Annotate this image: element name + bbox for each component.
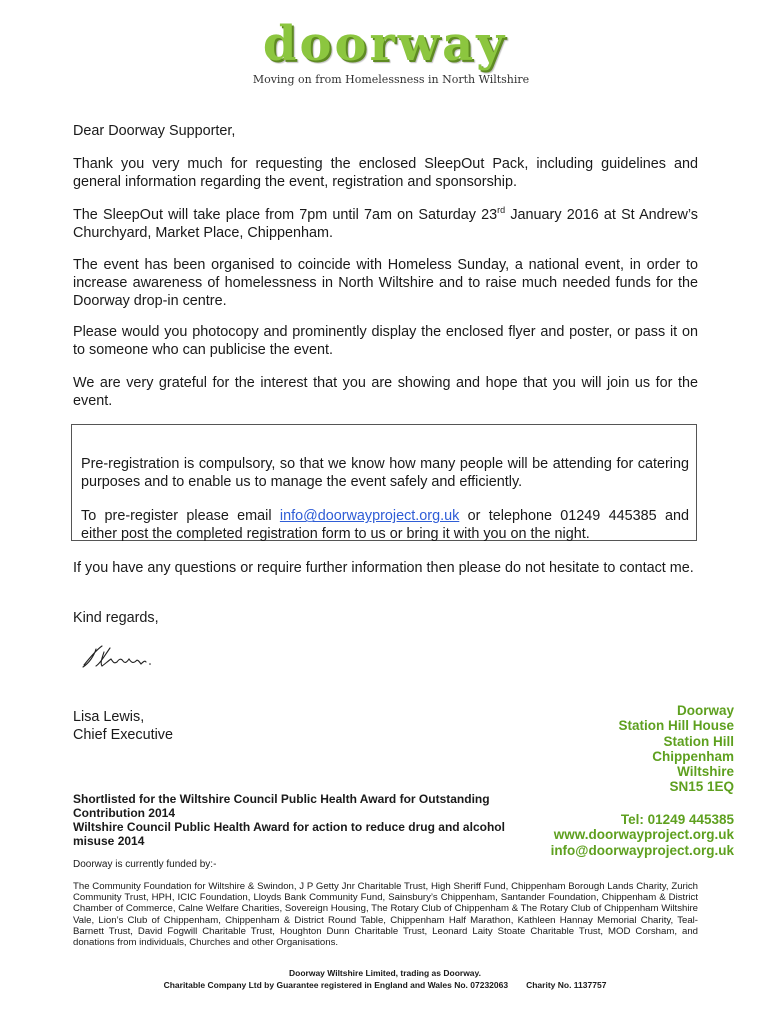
footer-registration — [0, 979, 770, 991]
funding-label: Doorway is currently funded by:- — [73, 859, 217, 870]
logo-tagline: Moving on from Homelessness in North Wiltshire — [252, 73, 530, 86]
registration-text-end: or telephone 01249 445385 and either post the completed registration form to us or bring it with you on the night. — [81, 508, 689, 543]
signer-title: Chief Executive — [73, 727, 173, 743]
salutation: Dear Doorway Supporter, — [73, 123, 236, 139]
registration-text-start: To pre-register please email — [81, 508, 280, 525]
contact-details — [551, 812, 734, 858]
signer-block — [73, 708, 698, 744]
footer-trading-name: Doorway Wiltshire Limited, trading as Doorway. — [289, 968, 481, 978]
paragraph-questions: If you have any questions or require further information then please do not hesitate to contact me. — [73, 560, 694, 576]
signature — [80, 640, 180, 679]
handwritten-signature — [80, 640, 180, 674]
address-line-4: Chippenham — [652, 748, 734, 764]
address-line-5: Wiltshire — [677, 764, 734, 780]
postal-address — [618, 703, 734, 795]
funders-list: The Community Foundation for Wiltshire & Swindon, J P Getty Jnr Charitable Trust, High Sheriff Fund, Chippenham Borough Lands Charity, Zurich Community Trust, HPH, ICIC Foundation, Lloyds Bank Community Fund, Sainsbury’s Chippenham, Santander Foundation, Chippenham & District Chamber of Commerce, Calne Welfare Charities, Sovereign Housing, The Rotary Club of Chippenham & The Rotary Club of Chippenham Wiltshire Vale, Lion’s Club of Chippenham, Chippenham & District Round Table, Chippenham Half Marathon, Kathleen Hannay Memorial Charity, Teal- Barnett Trust, David Fogwill Charitable Trust, Houghton Dunn Charitable Trust, Leonard Laity Stoate Charitable Trust, MOD Corsham, and donations from individuals, Churches and other Organisations. — [73, 881, 698, 949]
doorway-logo: doorway — [262, 16, 508, 72]
paragraph-pack-thanks: Thank you very much for requesting the enclosed SleepOut Pack, including guidelines and general information regarding the event, registration and sponsorship. — [73, 156, 698, 190]
event-date-text-end: January 2016 at St Andrew’s Churchyard, Market Place, Chippenham. — [73, 207, 698, 241]
address-postcode: SN15 1EQ — [669, 779, 734, 795]
paragraph-publicise: Please would you photocopy and prominently display the enclosed flyer and poster, or pass it on to someone who can publicise the event. — [73, 324, 698, 358]
footer-company-number: Charitable Company Ltd by Guarantee registered in England and Wales No. 07232063 — [163, 980, 509, 990]
signer-name: Lisa Lewis, — [73, 709, 145, 725]
footer-charity-number: Charity No. 1137757 — [526, 980, 607, 990]
registration-compulsory-text: Pre-registration is compulsory, so that we know how many people will be attending for catering purposes and to enable us to manage the event safely and efficiently. — [81, 456, 689, 491]
event-date-text-start: The SleepOut will take place from 7pm until 7am on Saturday 23 — [73, 207, 498, 223]
contact-telephone: Tel: 01249 445385 — [620, 812, 734, 827]
award-shortlisted: Shortlisted for the Wiltshire Council Public Health Award for Outstanding Contribution 2014 — [73, 792, 490, 820]
awards — [73, 792, 523, 848]
registration-notice-content — [81, 441, 689, 558]
paragraph-event-date — [73, 206, 698, 242]
registration-instructions — [81, 507, 689, 543]
contact-website[interactable]: www.doorwayproject.org.uk — [553, 827, 734, 843]
registration-notice-box — [71, 424, 697, 541]
address-line-3: Station Hill — [663, 733, 734, 749]
event-date-ordinal: rd — [497, 205, 506, 216]
address-line-1: Doorway — [676, 703, 734, 718]
paragraph-event-purpose: The event has been organised to coincide with Homeless Sunday, a national event, in order to increase awareness of homelessness in North Wiltshire and to raise much needed funds for the Doorway drop-in centre. — [73, 257, 698, 309]
contact-email[interactable]: info@doorwayproject.org.uk — [550, 842, 734, 858]
registration-email-link[interactable]: info@doorwayproject.org.uk — [279, 508, 460, 525]
closing: Kind regards, — [73, 610, 159, 626]
paragraph-gratitude: We are very grateful for the interest that you are showing and hope that you will join us for the event. — [73, 375, 698, 409]
address-line-2: Station Hill House — [618, 718, 734, 734]
letterhead — [0, 18, 770, 86]
award-drug-alcohol: Wiltshire Council Public Health Award for action to reduce drug and alcohol misuse 2014 — [73, 820, 505, 848]
footer — [0, 967, 770, 991]
